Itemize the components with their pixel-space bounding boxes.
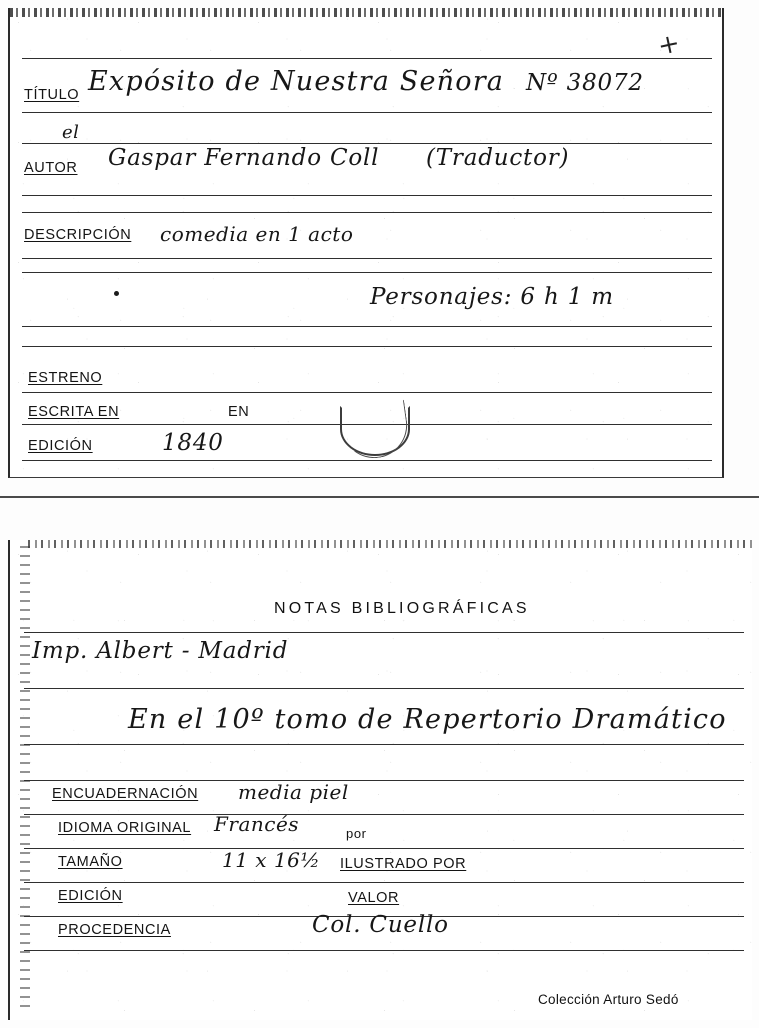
field-label-edicion: EDICIÓN	[28, 438, 93, 454]
field-label-encuadernacion: ENCUADERNACIÓN	[52, 786, 199, 802]
rule-line	[22, 112, 712, 113]
field-label-autor: AUTOR	[24, 160, 78, 176]
scan-divider	[0, 496, 759, 498]
catalog-card-bottom	[8, 540, 752, 1020]
field-label-escrita-en: ESCRITA EN	[28, 404, 120, 420]
field-label-ilustrado-por: ILUSTRADO POR	[340, 856, 467, 872]
field-value-titulo-number: Nº 38072	[526, 70, 644, 96]
field-label-edicion-bottom: EDICIÓN	[58, 888, 123, 904]
field-label-idioma-original: IDIOMA ORIGINAL	[58, 820, 192, 836]
card-bottom-torn-edge	[28, 540, 752, 548]
field-label-estreno: ESTRENO	[28, 370, 103, 386]
pencil-arc-mark-secondary	[339, 400, 412, 463]
field-value-autor-prefix: el	[62, 122, 80, 143]
field-value-descripcion: comedia en 1 acto	[160, 222, 354, 246]
rule-line	[24, 814, 744, 815]
field-value-edicion: 1840	[162, 430, 224, 456]
rule-line	[22, 212, 712, 213]
catalog-card-top	[8, 8, 724, 478]
field-value-autor: Gaspar Fernando Coll	[108, 145, 380, 171]
plus-mark-icon: +	[655, 28, 683, 62]
field-label-descripcion: DESCRIPCIÓN	[24, 227, 132, 243]
rule-line	[24, 688, 744, 689]
field-label-idioma-por: por	[346, 826, 367, 841]
collection-colophon: Colección Arturo Sedó	[538, 992, 679, 1007]
field-label-tamano: TAMAÑO	[58, 854, 123, 870]
field-label-procedencia: PROCEDENCIA	[58, 922, 171, 938]
field-label-escrita-en-secondary: EN	[228, 404, 250, 420]
card-top-torn-edge	[10, 8, 722, 17]
note-line-2: En el 10º tomo de Repertorio Dramático	[128, 704, 727, 735]
field-label-titulo: TÍTULO	[24, 87, 80, 103]
rule-line	[24, 882, 744, 883]
rule-line	[24, 780, 744, 781]
rule-line	[22, 143, 712, 144]
section-title-notas-bibliograficas: NOTAS BIBLIOGRÁFICAS	[274, 600, 530, 617]
field-label-valor: VALOR	[348, 890, 400, 906]
field-value-idioma-original: Francés	[214, 812, 300, 836]
rule-line	[22, 346, 712, 347]
ink-blot	[114, 291, 119, 296]
rule-line	[22, 195, 712, 196]
rule-line	[22, 460, 712, 461]
rule-line	[24, 632, 744, 633]
note-line-1: Imp. Albert - Madrid	[32, 638, 289, 664]
rule-line	[22, 258, 712, 259]
field-value-procedencia: Col. Cuello	[312, 912, 449, 938]
rule-line	[24, 950, 744, 951]
field-value-personajes: Personajes: 6 h 1 m	[370, 284, 614, 310]
field-value-titulo: Expósito de Nuestra Señora	[88, 66, 505, 97]
field-value-encuadernacion: media piel	[238, 780, 349, 804]
field-value-tamano: 11 x 16½	[222, 848, 321, 872]
rule-line	[24, 848, 744, 849]
rule-line	[22, 58, 712, 59]
rule-line	[22, 392, 712, 393]
rule-line	[22, 326, 712, 327]
field-value-autor-role: (Traductor)	[426, 145, 570, 171]
rule-line	[22, 272, 712, 273]
rule-line	[24, 744, 744, 745]
